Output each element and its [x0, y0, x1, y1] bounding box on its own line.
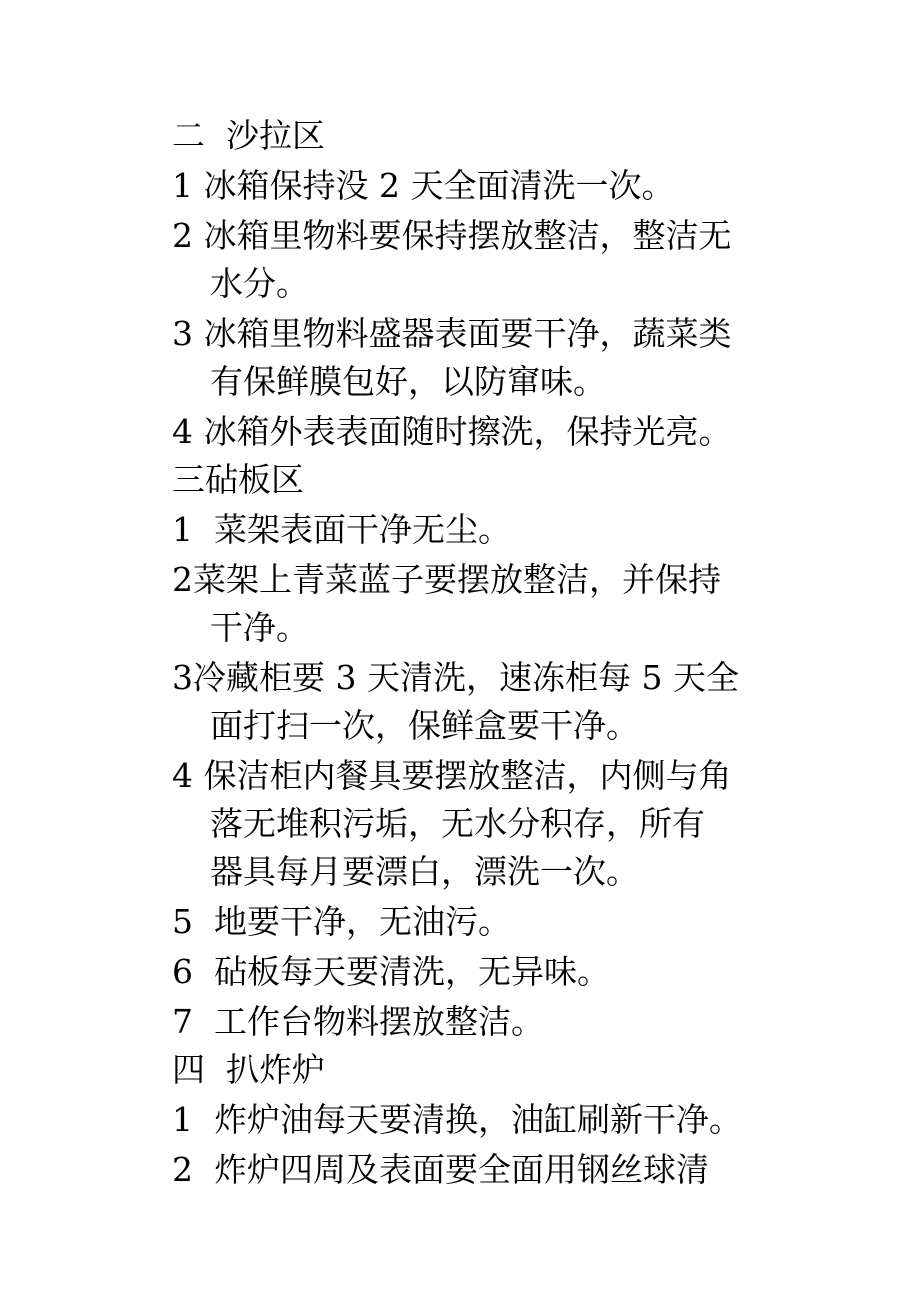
list-item: 7 工作台物料摆放整洁。: [172, 1002, 544, 1041]
list-item: 3冷藏柜要 3 天清洗，速冻柜每 5 天全: [172, 658, 739, 697]
section-heading: 三砧板区: [172, 460, 304, 499]
list-item: 1 冰箱保持没 2 天全面清洗一次。: [172, 166, 675, 205]
list-item: 2菜架上青菜蓝子要摆放整洁，并保持: [172, 560, 721, 599]
list-item: 3 冰箱里物料盛器表面要干净，蔬菜类: [172, 314, 732, 353]
list-item: 2 炸炉四周及表面要全面用钢丝球清: [172, 1150, 709, 1189]
list-item: 2 冰箱里物料要保持摆放整洁，整洁无: [172, 216, 732, 255]
list-item: 4 保洁柜内餐具要摆放整洁，内侧与角: [172, 756, 732, 795]
list-item-continuation: 面打扫一次，保鲜盒要干净。: [210, 706, 639, 745]
list-item-continuation: 水分。: [210, 264, 309, 303]
list-item: 5 地要干净，无油污。: [172, 902, 511, 941]
list-item-continuation: 有保鲜膜包好，以防窜味。: [210, 362, 606, 401]
section-heading: 四 扒炸炉: [172, 1050, 325, 1089]
list-item: 4 冰箱外表表面随时擦洗，保持光亮。: [172, 412, 732, 451]
list-item: 1 炸炉油每天要清换，油缸刷新干净。: [172, 1100, 742, 1139]
list-item-continuation: 器具每月要漂白，漂洗一次。: [210, 852, 639, 891]
document-page: [172, 112, 792, 1194]
list-item: 1 菜架表面干净无尘。: [172, 510, 511, 549]
list-item-continuation: 落无堆积污垢，无水分积存，所有: [210, 804, 705, 843]
list-item-continuation: 干净。: [210, 608, 309, 647]
list-item: 6 砧板每天要清洗，无异味。: [172, 952, 610, 991]
section-heading: 二 沙拉区: [172, 116, 325, 155]
